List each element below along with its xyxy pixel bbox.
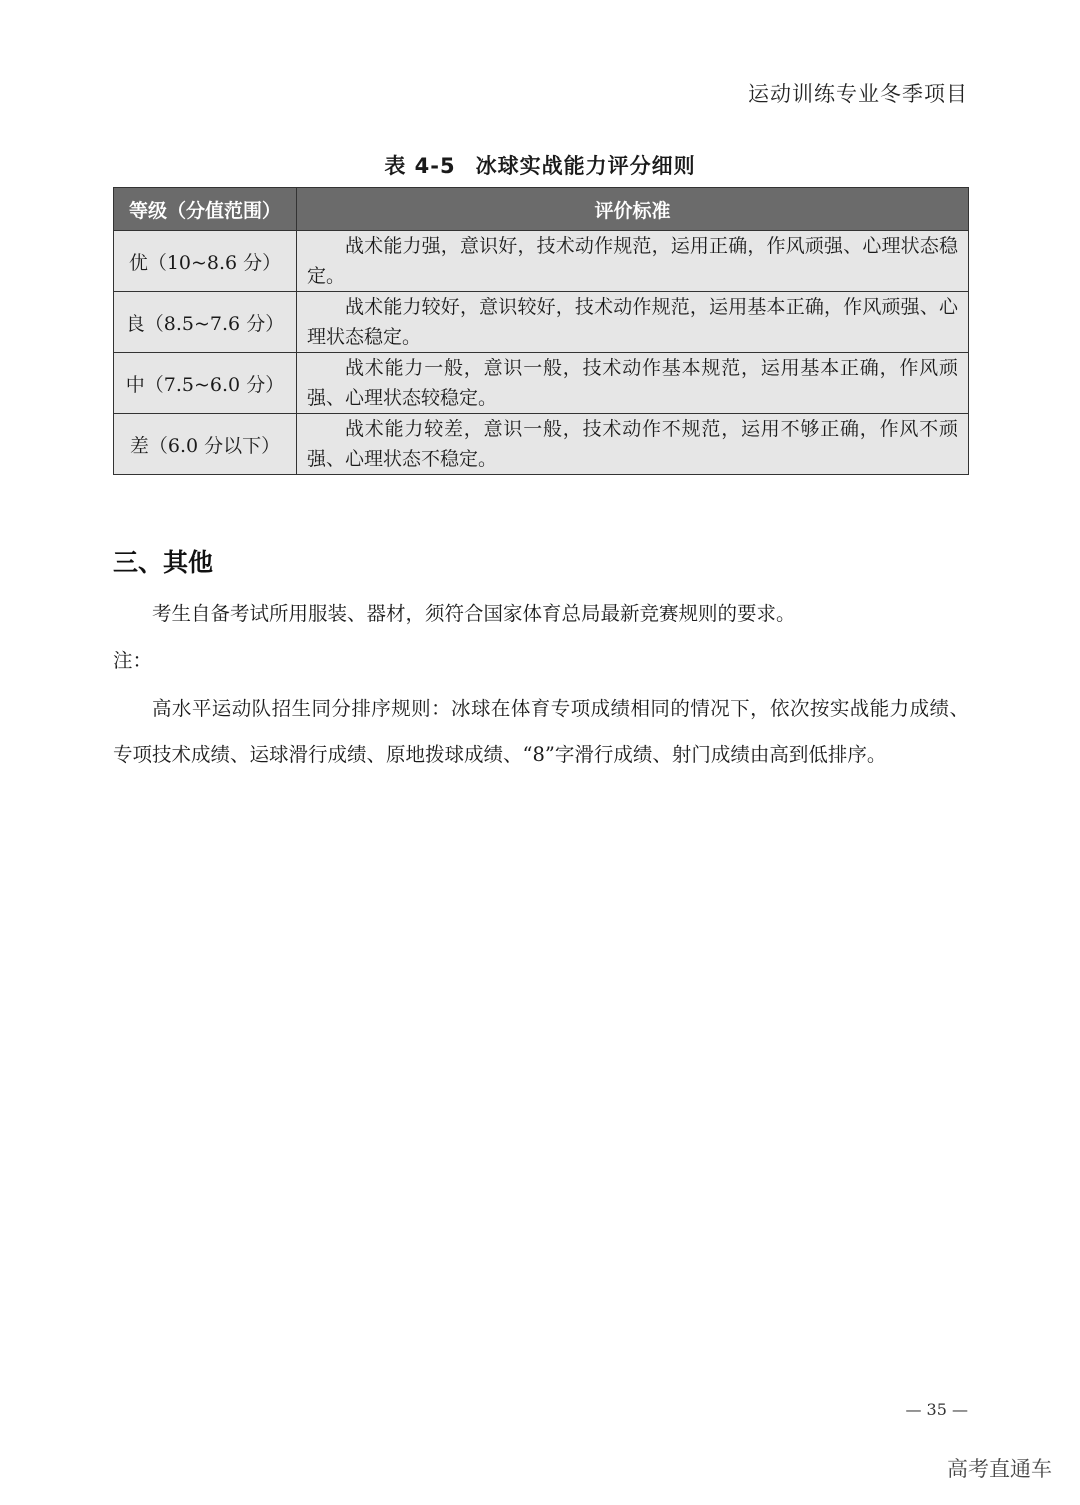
level-cell: 优（10~8.6 分） xyxy=(114,231,297,292)
table-caption-title: 冰球实战能力评分细则 xyxy=(475,154,696,178)
grading-table xyxy=(113,187,969,475)
table-row xyxy=(114,292,969,353)
criteria-cell: 战术能力一般，意识一般，技术动作基本规范，运用基本正确，作风顽强、心理状态较稳定。 xyxy=(297,353,969,414)
table-caption-number: 表 4-5 xyxy=(384,154,456,178)
criteria-cell: 战术能力较差，意识一般，技术动作不规范，运用不够正确，作风不顽强、心理状态不稳定。 xyxy=(297,414,969,475)
table-row xyxy=(114,414,969,475)
table-caption xyxy=(0,150,1080,180)
paragraph-equipment: 考生自备考试所用服装、器材，须符合国家体育总局最新竞赛规则的要求。 xyxy=(152,602,796,625)
watermark: 高考直通车 xyxy=(947,1457,1052,1481)
section-heading: 三、其他 xyxy=(113,548,214,577)
criteria-cell: 战术能力较好，意识较好，技术动作规范，运用基本正确，作风顽强、心理状态稳定。 xyxy=(297,292,969,353)
page-number: — 35 — xyxy=(905,1400,968,1419)
table-row xyxy=(114,231,969,292)
level-cell: 差（6.0 分以下） xyxy=(114,414,297,475)
table-row xyxy=(114,353,969,414)
note-label: 注： xyxy=(113,649,153,672)
level-cell: 良（8.5~7.6 分） xyxy=(114,292,297,353)
level-cell: 中（7.5~6.0 分） xyxy=(114,353,297,414)
paragraph-tiebreak-rule: 高水平运动队招生同分排序规则：冰球在体育专项成绩相同的情况下，依次按实战能力成绩、专项技术成绩、运球滑行成绩、原地拨球成绩、“8”字滑行成绩、射门成绩由高到低排序。 xyxy=(113,697,969,766)
table-header-row xyxy=(114,188,969,231)
criteria-cell: 战术能力强，意识好，技术动作规范，运用正确，作风顽强、心理状态稳定。 xyxy=(297,231,969,292)
running-header: 运动训练专业冬季项目 xyxy=(748,82,968,106)
column-header-level: 等级（分值范围） xyxy=(114,188,297,231)
column-header-criteria: 评价标准 xyxy=(297,188,969,231)
